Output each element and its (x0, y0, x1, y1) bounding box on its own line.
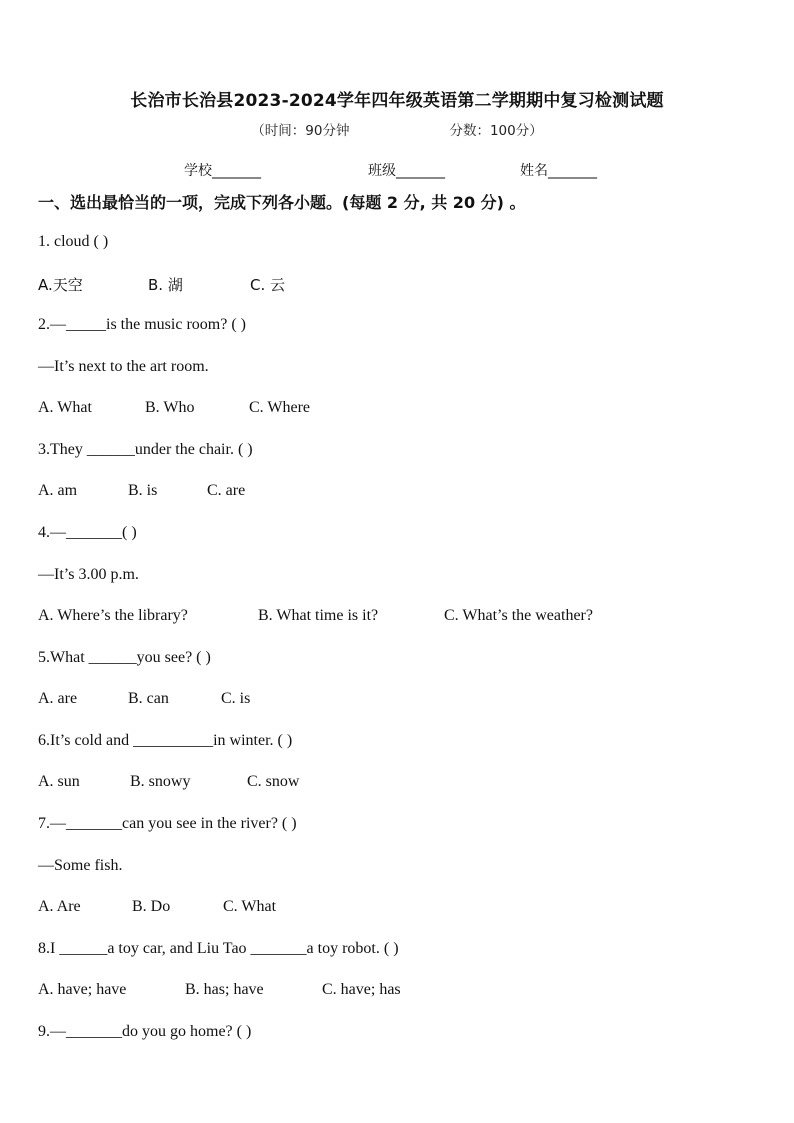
question-4: 4.—_______( ) (38, 524, 137, 541)
option-c[interactable]: C. What’s the weather? (444, 607, 593, 624)
question-8-options (38, 981, 401, 999)
option-a[interactable]: A. Where’s the library? (38, 607, 188, 624)
question-4-reply: —It’s 3.00 p.m. (38, 566, 139, 583)
question-6-options (38, 773, 299, 791)
class-field[interactable]: 班级_______ (368, 163, 445, 179)
question-3: 3.They ______under the chair. ( ) (38, 441, 253, 458)
section-title: 一、选出最恰当的一项，完成下列各小题。(每题 2 分, 共 20 分) 。 (38, 193, 526, 212)
option-b[interactable]: B. snowy (130, 773, 191, 790)
option-a[interactable]: A. are (38, 690, 78, 707)
option-b[interactable]: B. Do (132, 898, 171, 915)
name-field[interactable]: 姓名_______ (520, 163, 597, 179)
option-b[interactable]: B. has; have (185, 981, 264, 998)
question-7: 7.—_______can you see in the river? ( ) (38, 815, 297, 832)
option-c[interactable]: C. is (221, 690, 251, 707)
time-limit: （时间：90分钟 (251, 123, 350, 139)
option-b[interactable]: B. is (128, 482, 158, 499)
question-9: 9.—_______do you go home? ( ) (38, 1023, 252, 1040)
question-7-options (38, 898, 276, 916)
option-c[interactable]: C. are (207, 482, 246, 499)
option-b[interactable]: B. What time is it? (258, 607, 379, 624)
question-1: 1. cloud ( ) (38, 233, 109, 250)
option-a[interactable]: A. have; have (38, 981, 127, 998)
option-c[interactable]: C. have; has (322, 981, 401, 998)
option-a[interactable]: A. What (38, 399, 92, 416)
option-b[interactable]: B. 湖 (148, 276, 183, 294)
option-c[interactable]: C. 云 (250, 276, 286, 294)
question-5-options (38, 690, 250, 708)
question-2-options (38, 399, 310, 417)
exam-info (0, 119, 794, 139)
option-b[interactable]: B. Who (145, 399, 195, 416)
option-c[interactable]: C. Where (249, 399, 311, 416)
option-a[interactable]: A.天空 (38, 276, 83, 294)
question-3-options (38, 482, 245, 500)
question-7-reply: —Some fish. (38, 857, 123, 874)
option-a[interactable]: A. am (38, 482, 78, 499)
option-b[interactable]: B. can (128, 690, 169, 707)
option-a[interactable]: A. Are (38, 898, 81, 915)
option-c[interactable]: C. snow (247, 773, 300, 790)
question-4-options (38, 607, 593, 625)
question-5: 5.What ______you see? ( ) (38, 649, 211, 666)
exam-title: 长治市长治县2023-2024学年四年级英语第二学期期中复习检测试题 (130, 91, 664, 111)
question-2: 2.—_____is the music room? ( ) (38, 316, 246, 333)
school-field[interactable]: 学校_______ (184, 163, 261, 179)
option-c[interactable]: C. What (223, 898, 277, 915)
option-a[interactable]: A. sun (38, 773, 80, 790)
total-score: 分数：100分） (449, 123, 543, 139)
question-6: 6.It’s cold and __________in winter. ( ) (38, 732, 293, 749)
question-8: 8.I ______a toy car, and Liu Tao _______a toy robot. ( ) (38, 940, 399, 957)
question-2-reply: —It’s next to the art room. (38, 358, 209, 375)
question-1-options (38, 274, 285, 295)
